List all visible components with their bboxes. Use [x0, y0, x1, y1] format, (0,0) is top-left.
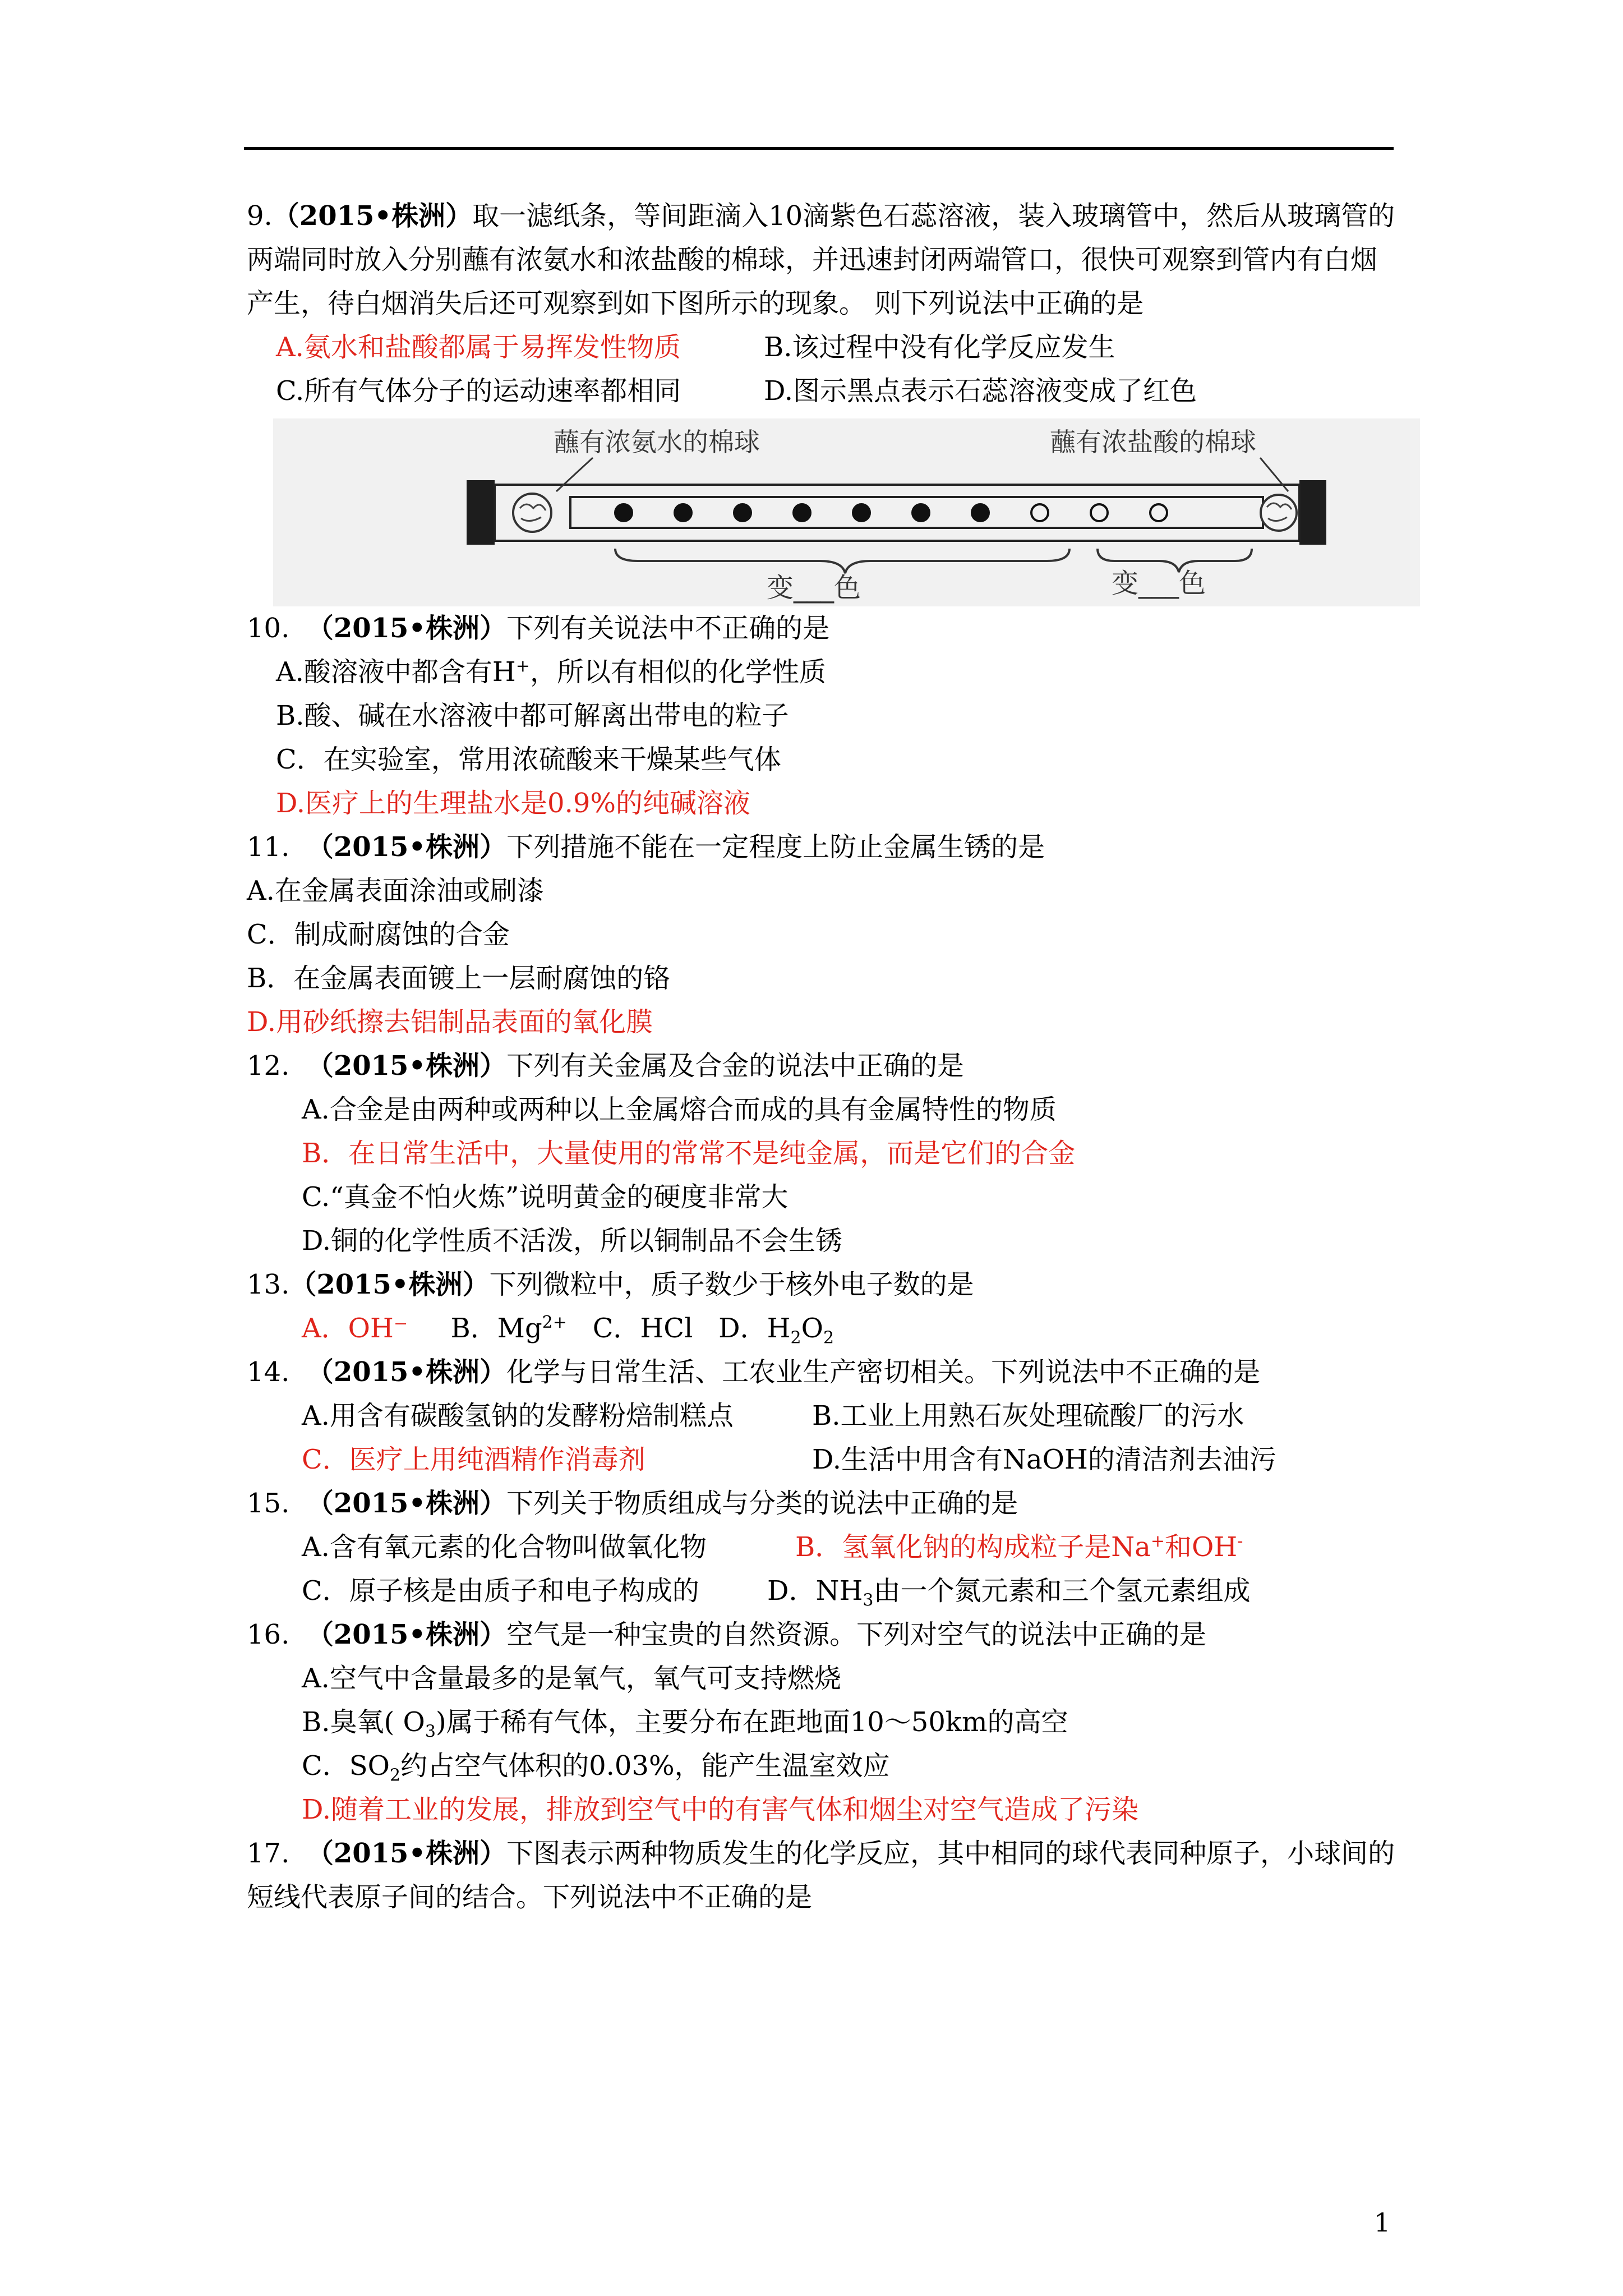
option-text: C．SO	[302, 1750, 390, 1782]
question-10-stem	[247, 606, 1402, 650]
option-d: D.图示黑点表示石蕊溶液变成了红色	[764, 375, 1197, 407]
document-body	[247, 194, 1402, 1919]
question-number: 11.	[247, 831, 290, 863]
subscript: 2	[389, 1765, 401, 1786]
right-leader-line	[1260, 458, 1288, 491]
question-text: 下列微粒中，质子数少于核外电子数的是	[489, 1269, 974, 1300]
option-text: B．氢氧化钠的构成粒子是Na	[795, 1531, 1151, 1563]
option-a: A.合金是由两种或两种以上金属熔合而成的具有金属特性的物质	[302, 1094, 1057, 1125]
option-d: D.生活中用含有NaOH的清洁剂去油污	[812, 1444, 1276, 1475]
filled-dot	[615, 504, 632, 521]
option-a	[247, 650, 1402, 694]
option-text: D．NH	[767, 1575, 863, 1607]
option-text: D．H	[718, 1313, 791, 1344]
option-c: C．制成耐腐蚀的合金	[247, 919, 510, 950]
superscript: +	[515, 656, 530, 676]
option-a: A.含有氧元素的化合物叫做氧化物	[302, 1531, 707, 1563]
question-13-options	[247, 1306, 1402, 1350]
superscript: 2+	[542, 1313, 567, 1332]
question-text: 下列关于物质组成与分类的说法中正确的是	[506, 1488, 1018, 1519]
glass-tube-figure	[273, 418, 1420, 606]
option-c: C．医疗上用纯酒精作消毒剂	[302, 1444, 645, 1475]
option-c: C.“真金不怕火炼”说明黄金的硬度非常大	[302, 1181, 789, 1213]
option-b: B.该过程中没有化学反应发生	[764, 332, 1115, 363]
superscript: +	[1150, 1531, 1165, 1551]
option-c	[247, 1744, 1402, 1788]
option-b: B．在金属表面镀上一层耐腐蚀的铬	[247, 963, 671, 994]
option-b	[451, 1313, 567, 1344]
option-d: D.用砂纸擦去铝制品表面的氧化膜	[247, 1006, 653, 1038]
question-12-stem	[247, 1044, 1402, 1088]
question-source: （2015•株洲）	[272, 200, 473, 232]
question-13-stem	[247, 1263, 1402, 1306]
question-text: 化学与日常生活、工农业生产密切相关。下列说法中不正确的是	[506, 1356, 1261, 1388]
question-text: 下列措施不能在一定程度上防止金属生锈的是	[506, 831, 1045, 863]
option-c: C．HCl	[592, 1313, 693, 1344]
label-ammonia-cotton: 蘸有浓氨水的棉球	[554, 427, 760, 457]
option-text: 由一个氮元素和三个氢元素组成	[873, 1575, 1251, 1607]
option-text: A.酸溶液中都含有H	[276, 656, 516, 688]
option-text: B．Mg	[450, 1313, 542, 1344]
question-14-stem	[247, 1350, 1402, 1394]
hollow-dot	[1091, 504, 1108, 521]
option-b: B．在日常生活中，大量使用的常常不是纯金属，而是它们的合金	[302, 1138, 1076, 1169]
filled-dot	[853, 504, 870, 521]
question-17-stem	[247, 1832, 1402, 1919]
option-a: A.空气中含量最多的是氧气，氧气可支持燃烧	[302, 1663, 841, 1694]
left-leader-line	[556, 458, 593, 491]
label-hcl-cotton: 蘸有浓盐酸的棉球	[1050, 427, 1256, 457]
filled-dot	[972, 504, 989, 521]
option-b	[247, 1700, 1402, 1744]
question-source: （2015•株洲）	[289, 1269, 490, 1300]
question-15-options-row-2	[247, 1569, 1402, 1613]
option-text: )属于稀有气体，主要分布在距地面10～50km的高空	[435, 1706, 1068, 1738]
left-brace	[615, 549, 1069, 573]
hollow-dot	[1031, 504, 1048, 521]
option-b: B.酸、碱在水溶液中都可解离出带电的粒子	[276, 700, 789, 731]
question-number: 13.	[247, 1269, 290, 1300]
option-c: C．在实验室，常用浓硫酸来干燥某些气体	[276, 744, 781, 775]
question-number: 9.	[247, 200, 273, 232]
question-source: （2015•株洲）	[306, 1356, 507, 1388]
filled-dot	[794, 504, 810, 521]
question-14-options-row-1	[247, 1394, 1402, 1438]
option-c: C.所有气体分子的运动速率都相同	[276, 375, 681, 407]
question-text: 空气是一种宝贵的自然资源。下列对空气的说法中正确的是	[506, 1619, 1207, 1650]
option-a: A.在金属表面涂油或刷漆	[247, 875, 544, 907]
question-9-stem	[247, 194, 1402, 325]
option-text: B.臭氧( O	[302, 1706, 425, 1738]
option-d	[767, 1569, 1250, 1613]
subscript: 2	[823, 1328, 834, 1348]
question-text: 下列有关说法中不正确的是	[506, 613, 830, 644]
option-a: A.用含有碳酸氢钠的发酵粉焙制糕点	[302, 1400, 734, 1432]
question-number: 15.	[247, 1488, 290, 1519]
question-14-options-row-2	[247, 1438, 1402, 1481]
question-text: 下列有关金属及合金的说法中正确的是	[506, 1050, 965, 1082]
question-source: （2015•株洲）	[306, 1619, 507, 1650]
question-number: 17.	[247, 1838, 290, 1869]
left-cotton-ball	[513, 494, 551, 532]
option-c: C．原子核是由质子和电子构成的	[302, 1575, 699, 1607]
subscript: 2	[790, 1328, 801, 1348]
hollow-dot	[1150, 504, 1167, 521]
option-a: A．OH⁻	[302, 1313, 408, 1344]
subscript: 3	[863, 1590, 874, 1611]
question-9-options-row-2	[247, 369, 1402, 413]
page-number: 1	[1374, 2207, 1391, 2238]
header-rule	[244, 147, 1394, 150]
option-text: ，所以有相似的化学性质	[529, 656, 826, 688]
option-a: A.氨水和盐酸都属于易挥发性物质	[276, 332, 681, 363]
option-text: O	[801, 1313, 823, 1344]
option-b: B.工业上用熟石灰处理硫酸厂的污水	[812, 1400, 1244, 1432]
option-b	[795, 1525, 1243, 1569]
question-text: 下图表示两种物质发生的化学反应，其中相同的球代表同种原子，小球间的短线代表原子间的结合。下列说法中不正确的是	[247, 1838, 1395, 1913]
option-text: 和OH	[1165, 1531, 1238, 1563]
filled-dot	[734, 504, 751, 521]
question-source: （2015•株洲）	[306, 1488, 507, 1519]
option-d: D.医疗上的生理盐水是0.9%的纯碱溶液	[276, 788, 750, 819]
litmus-dots	[615, 504, 1167, 521]
question-16-stem	[247, 1613, 1402, 1657]
question-11-stem	[247, 825, 1402, 869]
option-text: 约占空气体积的0.03%，能产生温室效应	[400, 1750, 890, 1782]
superscript: -	[1237, 1531, 1243, 1551]
left-stopper	[467, 480, 495, 545]
caption-left-color-change: 变___色	[767, 572, 861, 604]
question-9-options-row-1	[247, 325, 1402, 369]
subscript: 3	[425, 1722, 436, 1742]
question-number: 12.	[247, 1050, 290, 1082]
question-source: （2015•株洲）	[306, 1050, 507, 1082]
question-text: 取一滤纸条，等间距滴入10滴紫色石蕊溶液，装入玻璃管中，然后从玻璃管的两端同时放入分别蘸有浓氨水和浓盐酸的棉球，并迅速封闭两端管口，很快可观察到管内有白烟产生，待白烟消失后还可观察到如下图所示的现象。 则下列说法中正确的是	[247, 200, 1395, 319]
right-stopper	[1299, 480, 1326, 545]
question-source: （2015•株洲）	[306, 613, 507, 644]
filled-dot	[912, 504, 929, 521]
question-15-options-row-1	[247, 1525, 1402, 1569]
filled-dot	[675, 504, 691, 521]
question-number: 16.	[247, 1619, 290, 1650]
option-d: D.随着工业的发展，排放到空气中的有害气体和烟尘对空气造成了污染	[302, 1794, 1139, 1825]
question-number: 10.	[247, 613, 290, 644]
glass-tube-diagram	[273, 418, 1420, 606]
question-source: （2015•株洲）	[306, 1838, 507, 1869]
question-number: 14.	[247, 1356, 290, 1388]
caption-right-color-change: 变___色	[1112, 568, 1206, 599]
question-15-stem	[247, 1481, 1402, 1525]
option-d: D.铜的化学性质不活泼，所以铜制品不会生锈	[302, 1225, 843, 1257]
question-source: （2015•株洲）	[306, 831, 507, 863]
option-d	[718, 1313, 834, 1348]
right-cotton-ball	[1261, 495, 1297, 531]
